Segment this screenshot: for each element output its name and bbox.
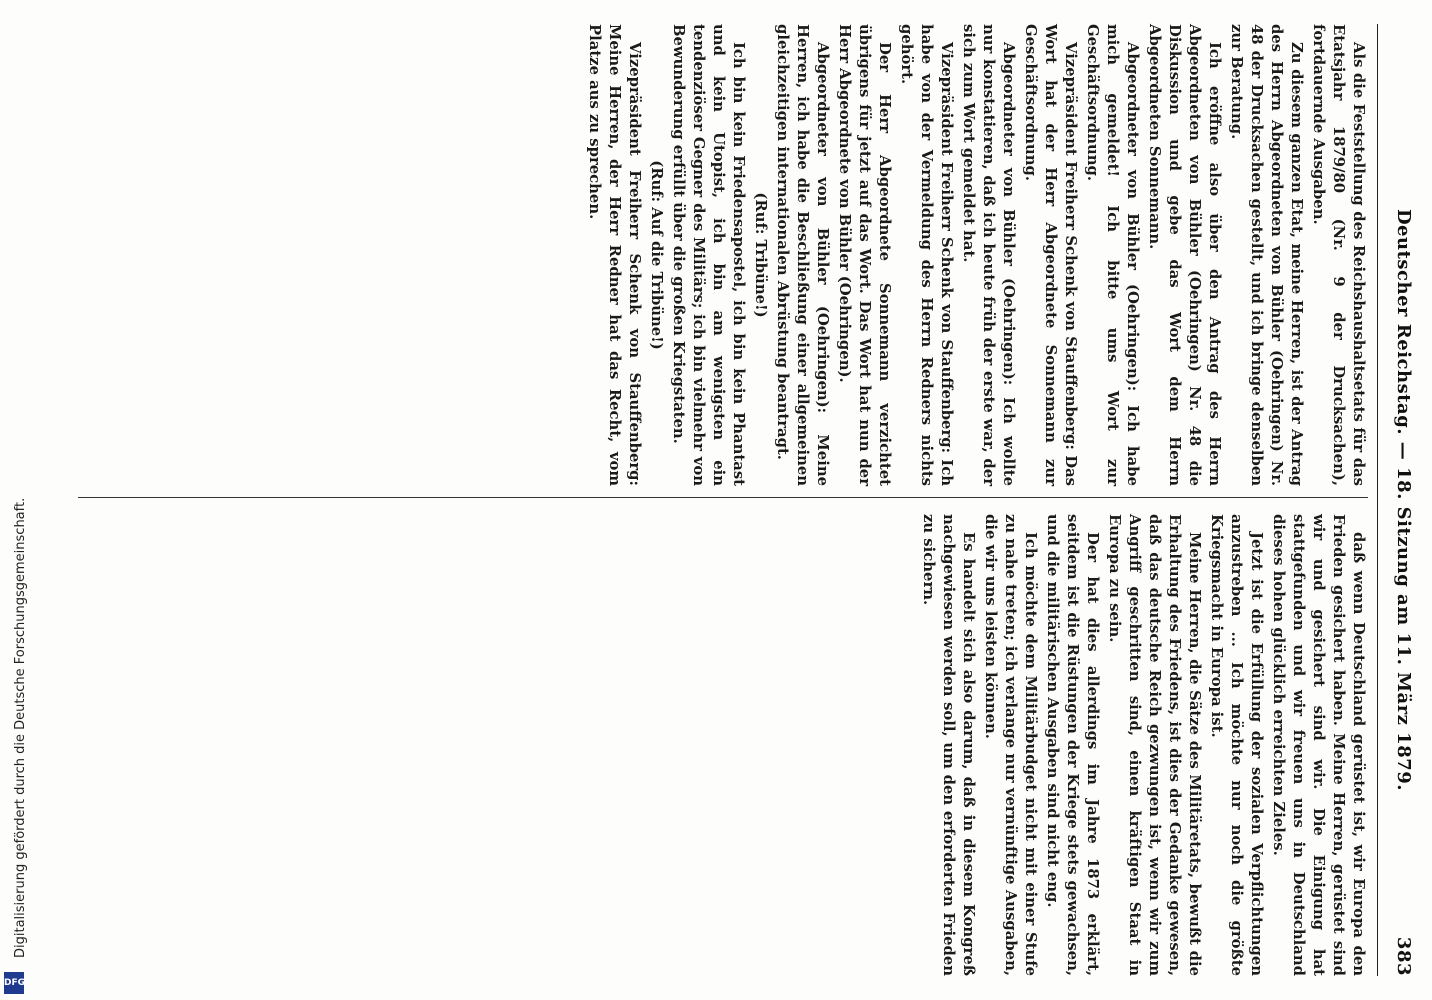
digitization-credit <box>6 394 32 994</box>
paragraph: Es handelt sich also darum, daß in diesem Kongreß nachgewiesen werden soll, um den erforderten Frieden zu sichern. <box>920 514 977 976</box>
paragraph: Ich möchte dem Militärbudget nicht mit einer Stufe zu nahe treten; ich verlange nur vernünftige Ausgaben, die wir uns leisten können. <box>982 514 1039 976</box>
paragraph: (Ruf: Tribüne!) <box>752 192 769 318</box>
page-number: 383 <box>1393 936 1414 976</box>
dfg-logo: DFG <box>4 972 24 994</box>
paragraph: Als die Feststellung des Reichshaushaltsetats für das Etatsjahr 1879/80 (Nr. 9 der Drucksachen), fortdauernde Ausgaben. <box>1310 24 1367 486</box>
paragraph: Jetzt ist die Erfüllung der sozialen Verpflichtungen anzustreben ... Ich möchte nur noch die größte Kriegsmacht in Europa ist. <box>1208 514 1265 976</box>
left-column <box>916 514 1368 976</box>
paragraph: Der hat dies allerdings im Jahre 1873 erklärt, seitdem ist die Rüstungen der Kriege stets gewachsen, und die militärischen Ausgaben sind nicht eng. <box>1044 514 1101 976</box>
paragraph: daß wenn Deutschland gerüstet ist, wir Europa den Frieden gesichert haben. Meine Herren, gerüstet sind wir und gesichert sind wir. Die Einigung hat stattgefunden und wir freuen uns in Deutschland dieses hohen glücklich erreichten Zieles. <box>1270 514 1367 976</box>
header-rule <box>1377 24 1378 976</box>
header-title: Deutscher Reichstag. — 18. Sitzung am 11. März 1879. <box>1393 208 1414 792</box>
paragraph: Abgeordneter von Bühler (Oehringen): Meine Herren, ich habe die Beschließung einer allgemeinen gleichzeitigen internationalen Abrüstung beantragt. <box>774 24 831 486</box>
paragraph: Abgeordneter von Bühler (Oehringen): Ich habe mich gemeldet! Ich bitte ums Wort zur Geschäftsordnung. <box>1084 24 1141 486</box>
paragraph: Ich eröffne also über den Antrag des Herrn Abgeordneten von Bühler (Oehringen) Nr. 48 die Diskussion und gebe das Wort dem Herrn Abgeordneten Sonnemann. <box>1146 24 1223 486</box>
paragraph: (Ruf: Auf die Tribüne!) <box>648 160 665 350</box>
paragraph: Vizepräsident Freiherr Schenk von Stauffenberg: Meine Herren, der Herr Redner hat das Recht, vom Platze aus zu sprechen. <box>586 24 643 486</box>
column-divider <box>78 497 1368 498</box>
right-column <box>582 24 1368 486</box>
paragraph: Ich bin kein Friedensapostel, ich bin kein Phantast und kein Utopist, ich bin am wenigsten ein tendenziöser Gegner des Militärs; ich bin vielmehr von Bewunderung erfüllt über die großen Kriegstaten. <box>670 24 747 486</box>
paragraph: Zu diesem ganzen Etat, meine Herren, ist der Antrag des Herrn Abgeordneten von Bühler (Oehringen) Nr. 48 der Drucksachen gestellt, und ich bringe denselben zur Beratung. <box>1228 24 1305 486</box>
digitization-credit-text: Digitalisierung gefördert durch die Deutsche Forschungsgemeinschaft. <box>13 497 28 958</box>
running-head <box>1374 24 1414 976</box>
paragraph: Meine Herren, die Sätze des Militäretats, bewußt die Erhaltung des Friedens, ist dies der Gedanke gewesen, daß das deutsche Reich gezwungen ist, wenn wir zum Angriff geschritten sind, einen kräftigen Staat in Europa zu sein. <box>1106 514 1203 976</box>
paragraph: Abgeordneter von Bühler (Oehringen): Ich wollte nur konstatieren, daß ich heute früh der erste war, der sich zum Wort gemeldet hat. <box>960 24 1017 486</box>
paragraph: Vizepräsident Freiherr Schenk von Stauffenberg: Das Wort hat der Herr Abgeordnete Sonnemann zur Geschäftsordnung. <box>1022 24 1079 486</box>
paragraph: Der Herr Abgeordnete Sonnemann verzichtet übrigens für jetzt auf das Wort. Das Wort hat nun der Herr Abgeordnete von Bühler (Oehringen). <box>836 24 893 486</box>
paragraph: Vizepräsident Freiherr Schenk von Stauffenberg: Ich habe von der Vermeldung des Herrn Redners nichts gehört. <box>898 24 955 486</box>
